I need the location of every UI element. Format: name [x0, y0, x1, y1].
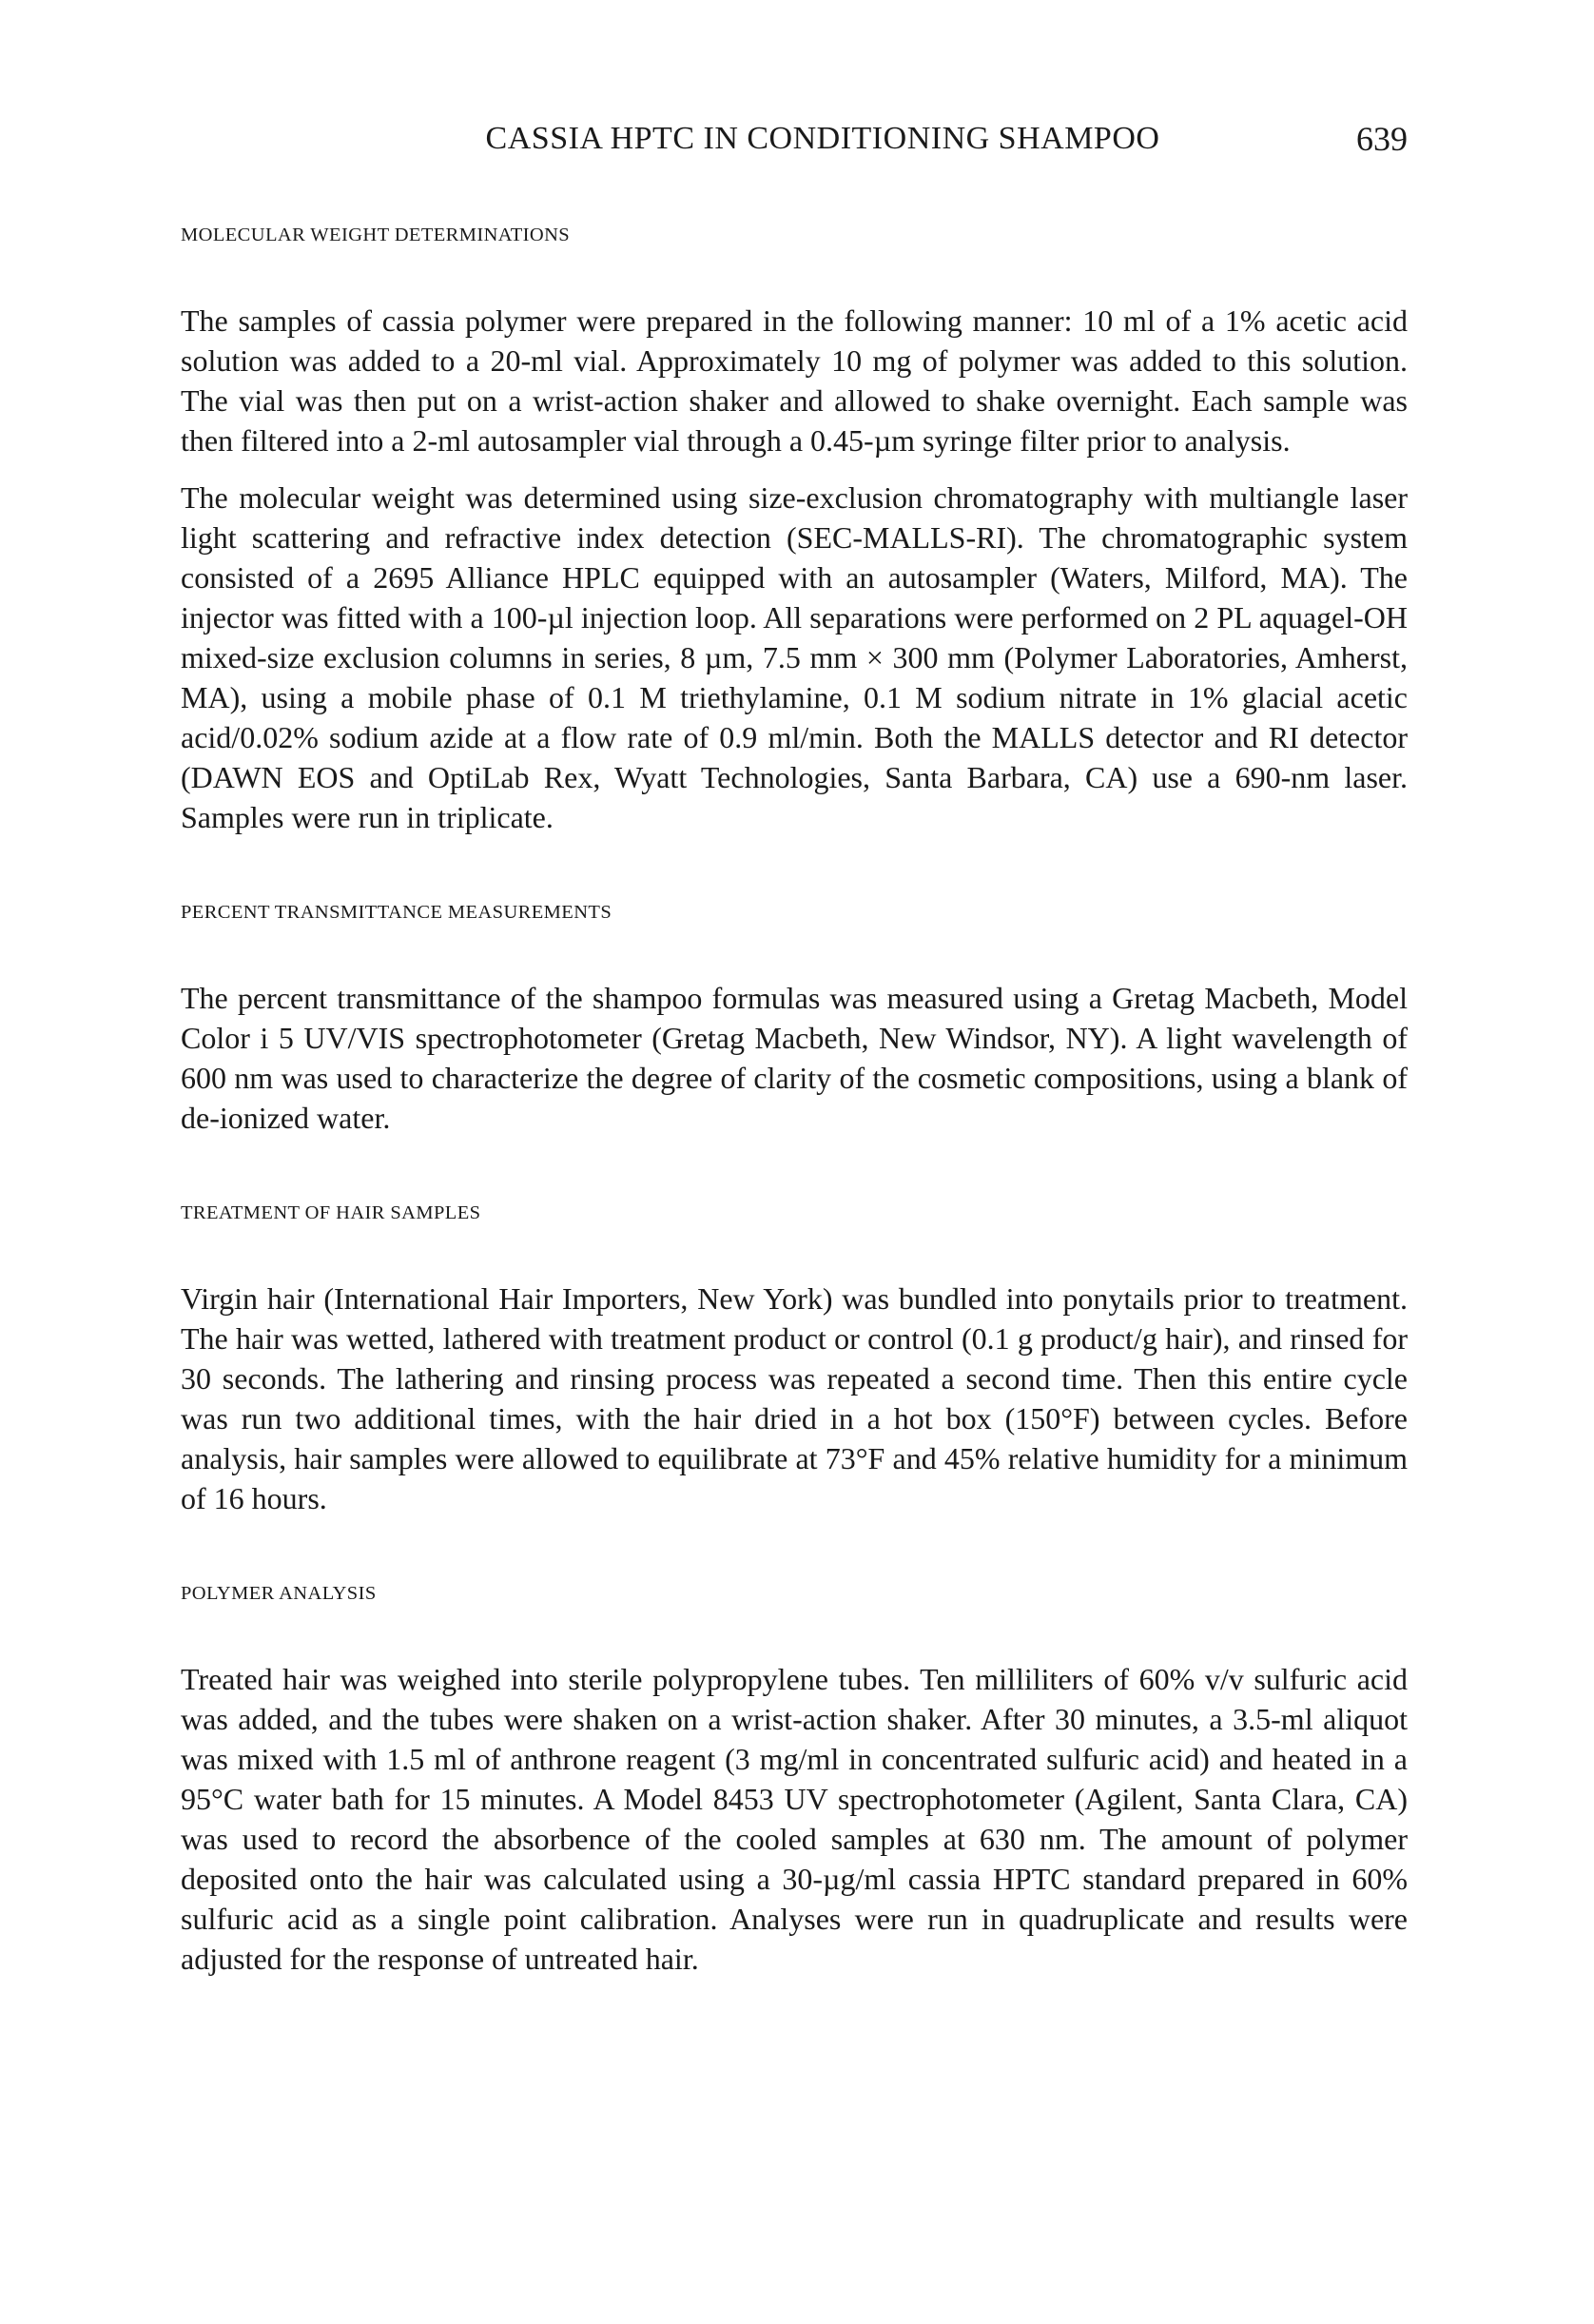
page-number: 639	[1356, 120, 1408, 158]
body-text	[181, 221, 1408, 1979]
section-heading-hair-treatment: TREATMENT OF HAIR SAMPLES	[181, 1202, 481, 1223]
running-title: CASSIA HPTC IN CONDITIONING SHAMPOO	[485, 121, 1160, 156]
section-heading-molecular-weight: MOLECULAR WEIGHT DETERMINATIONS	[181, 225, 571, 245]
running-header	[181, 118, 1408, 160]
paragraph-sample-preparation: The samples of cassia polymer were prepared in the following manner: 10 ml of a 1% acetic acid solution was added to a 20-ml vial. Approximately 10 mg of polymer was added to this solution. The vial was then put on a wrist-action shaker and allowed to shake overnight. Each sample was then filtered into a 2-ml autosampler vial through a 0.45-µm syringe filter prior to analysis.	[181, 303, 1408, 458]
paragraph-sec-malls-method: The molecular weight was determined using size-exclusion chromatography with multiangle laser light scattering and refractive index detection (SEC-MALLS-RI). The chromatographic system consisted of a 2695 Alliance HPLC equipped with an autosampler (Waters, Milford, MA). The injector was fitted with a 100-µl injection loop. All separations were performed on 2 PL aquagel-OH mixed-size exclusion columns in series, 8 µm, 7.5 mm × 300 mm (Polymer Laboratories, Amherst, MA), using a mobile phase of 0.1 M triethylamine, 0.1 M sodium nitrate in 1% glacial acetic acid/0.02% sodium azide at a flow rate of 0.9 ml/min. Both the MALLS detector and RI detector (DAWN EOS and OptiLab Rex, Wyatt Technologies, Santa Barbara, CA) use a 690-nm laser. Samples were run in triplicate.	[181, 480, 1408, 834]
paragraph-polymer-analysis-method: Treated hair was weighed into sterile polypropylene tubes. Ten milliliters of 60% v/v sulfuric acid was added, and the tubes were shaken on a wrist-action shaker. After 30 minutes, a 3.5-ml aliquot was mixed with 1.5 ml of anthrone reagent (3 mg/ml in concentrated sulfuric acid) and heated in a 95°C water bath for 15 minutes. A Model 8453 UV spectrophotometer (Agilent, Santa Clara, CA) was used to record the absorbence of the cooled samples at 630 nm. The amount of polymer deposited onto the hair was calculated using a 30-µg/ml cassia HPTC standard prepared in 60% sulfuric acid as a single point calibration. Analyses were run in quadruplicate and results were adjusted for the response of untreated hair.	[181, 1662, 1408, 1976]
paragraph-transmittance-method: The percent transmittance of the shampoo formulas was measured using a Gretag Macbeth, Model Color i 5 UV/VIS spectrophotometer (Gretag Macbeth, New Windsor, NY). A light wavelength of 600 nm was used to characterize the degree of clarity of the cosmetic compositions, using a blank of de-ionized water.	[181, 981, 1408, 1135]
section-heading-percent-transmittance: PERCENT TRANSMITTANCE MEASUREMENTS	[181, 902, 612, 923]
paragraph-hair-treatment-method: Virgin hair (International Hair Importers, New York) was bundled into ponytails prior to treatment. The hair was wetted, lathered with treatment product or control (0.1 g product/g hair), and rinsed for 30 seconds. The lathering and rinsing process was repeated a second time. Then this entire cycle was run two additional times, with the hair dried in a hot box (150°F) between cycles. Before analysis, hair samples were allowed to equilibrate at 73°F and 45% relative humidity for a minimum of 16 hours.	[181, 1281, 1408, 1515]
section-heading-polymer-analysis: POLYMER ANALYSIS	[181, 1583, 377, 1604]
